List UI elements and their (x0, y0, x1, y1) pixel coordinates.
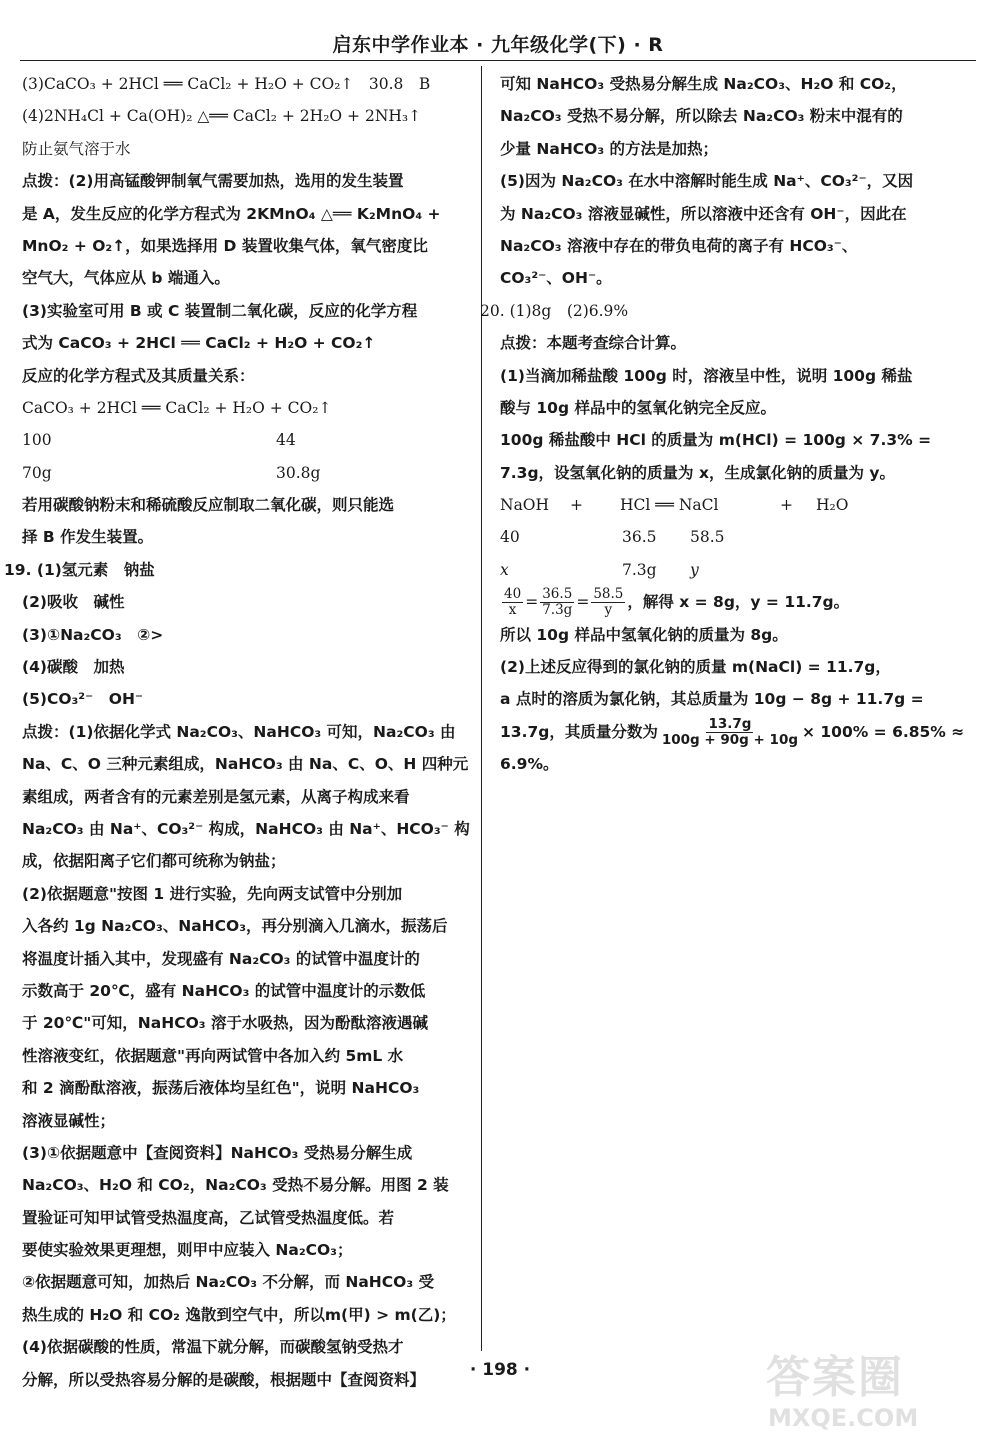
watermark-text: 答案圈 (766, 1352, 904, 1403)
explanation-line: 溶液显碱性； (22, 1111, 116, 1130)
explanation-line: 示数高于 20℃，盛有 NaHCO₃ 的试管中温度计的示数低 (22, 981, 426, 1000)
explanation-line: 成，依据阳离子它们都可统称为钠盐； (22, 852, 286, 871)
percentage-line (500, 715, 965, 748)
fraction (540, 587, 574, 618)
explanation-line: (4)依据碳酸的性质，常温下就分解，而碳酸氢钠受热才 (22, 1338, 404, 1357)
fraction (502, 587, 523, 618)
question-20-heading: 20. (1)8g (2)6.9% (480, 301, 629, 320)
explanation-line: 为 Na₂CO₃ 溶液显碱性，所以溶液中还含有 OH⁻，因此在 (500, 204, 907, 223)
mass-row (22, 424, 467, 456)
denominator: y (604, 601, 613, 618)
watermark-url: MXQE.COM (768, 1404, 919, 1432)
solution-text: ，解得 x = 8g，y = 11.7g。 (627, 593, 850, 612)
explanation-line: 6.9%。 (500, 755, 559, 774)
explanation-line: 所以 10g 样品中氢氧化钠的质量为 8g。 (500, 625, 788, 644)
mass-value: 44 (276, 431, 296, 450)
ratio-value: 58.5 (690, 528, 725, 547)
denominator: x (508, 601, 517, 618)
explanation-line: 100g 稀盐酸中 HCl 的质量为 m(HCl) = 100g × 7.3% = (500, 431, 932, 450)
explanation-line: 空气大，气体应从 b 端通入。 (22, 269, 230, 288)
explanation-line: 入各约 1g Na₂CO₃、NaHCO₃，再分别滴入几滴水，振荡后 (22, 917, 448, 936)
explanation-line: Na₂CO₃、H₂O 和 CO₂，Na₂CO₃ 受热不易分解。用图 2 装 (22, 1176, 449, 1195)
explanation-line: ②依据题意可知，加热后 Na₂CO₃ 不分解，而 NaHCO₃ 受 (22, 1273, 435, 1292)
denominator: 7.3g (542, 601, 573, 618)
ratio-value: y (690, 560, 699, 579)
explanation-line: (3)①依据题意中【查阅资料】NaHCO₃ 受热易分解生成 (22, 1143, 413, 1162)
explanation-line: 点拨：(1)依据化学式 Na₂CO₃、NaHCO₃ 可知，Na₂CO₃ 由 (22, 722, 456, 741)
percentage-prefix: 13.7g，其质量分数为 (500, 722, 658, 741)
explanation-line: 点拨：(2)用高锰酸钾制氧气需要加热，选用的发生装置 (22, 172, 404, 191)
answer-line: (4)2NH₄Cl + Ca(OH)₂ △══ CaCl₂ + 2H₂O + 2NH₃↑ (22, 107, 422, 126)
explanation-line: (2)上述反应得到的氯化钠的质量 m(NaCl) = 11.7g， (500, 658, 891, 677)
explanation-line: 反应的化学方程式及其质量关系： (22, 366, 255, 385)
equation-term: H₂O (816, 496, 849, 515)
equation-term: HCl ══ NaCl (620, 496, 719, 515)
right-column (480, 68, 965, 781)
left-column (4, 68, 470, 1396)
explanation-line: 要使实验效果更理想，则甲中应装入 Na₂CO₃； (22, 1241, 353, 1260)
equation-operator: + (570, 496, 583, 515)
explanation-line: 分解，所以受热容易分解的是碳酸，根据题中【查阅资料】 (22, 1370, 426, 1389)
answer-line: (5)CO₃²⁻ OH⁻ (22, 690, 144, 709)
column-divider (481, 66, 482, 1351)
explanation-line: 择 B 作发生装置。 (22, 528, 154, 547)
explanation-line: MnO₂ + O₂↑，如果选择用 D 装置收集气体，氧气密度比 (22, 236, 428, 255)
explanation-line: 少量 NaHCO₃ 的方法是加热； (500, 139, 719, 158)
running-header: 启东中学作业本 · 九年级化学(下) · R (332, 34, 664, 56)
proportion-line: $\frac{40}{x}$ = $\frac{36.5}{7.3g}$ = $\frac{58.5}{y}$ ，解得 x = 8g，y = 11.7g。 (504, 585, 850, 618)
explanation-line: (2)依据题意"按图 1 进行实验，先向两支试管中分别加 (22, 884, 403, 903)
ratio-row (500, 554, 946, 586)
explanation-line: 7.3g，设氢氧化钠的质量为 x，生成氯化钠的质量为 y。 (500, 463, 895, 482)
numerator: 40 (504, 585, 522, 602)
numerator: 13.7g (708, 715, 752, 732)
explanation-line: a 点时的溶质为氯化钠，其总质量为 10g − 8g + 11.7g = (500, 690, 924, 709)
explanation-line: (1)当滴加稀盐酸 100g 时，溶液呈中性，说明 100g 稀盐 (500, 366, 913, 385)
mass-row (22, 457, 467, 489)
explanation-line: Na₂CO₃ 受热不易分解，所以除去 Na₂CO₃ 粉末中混有的 (500, 107, 903, 126)
equation-row (500, 489, 946, 521)
ratio-value: 36.5 (622, 528, 657, 547)
explanation-line: 式为 CaCO₃ + 2HCl ══ CaCl₂ + H₂O + CO₂↑ (22, 334, 376, 353)
explanation-line: 热生成的 H₂O 和 CO₂ 逸散到空气中，所以m(甲) > m(乙)； (22, 1305, 456, 1324)
numerator: 36.5 (542, 585, 573, 602)
explanation-line: 置验证可知甲试管受热温度高，乙试管受热温度低。若 (22, 1208, 395, 1227)
numerator: 58.5 (593, 585, 624, 602)
equation-line: CaCO₃ + 2HCl ══ CaCl₂ + H₂O + CO₂↑ (22, 398, 332, 417)
explanation-line: 素组成，两者含有的元素差别是氢元素，从离子构成来看 (22, 787, 410, 806)
equation-term: NaOH (500, 496, 550, 515)
percentage-suffix: × 100% = 6.85% ≈ (802, 722, 965, 741)
explanation-line: 性溶液变红，依据题意"再向两试管中各加入约 5mL 水 (22, 1046, 404, 1065)
explanation-line: 若用碳酸钠粉末和稀硫酸反应制取二氧化碳，则只能选 (22, 496, 395, 515)
mass-value: 30.8g (276, 463, 321, 482)
question-19-heading: 19. (1)氢元素 钠盐 (4, 560, 155, 579)
denominator: 100g + 90g + 10g (661, 731, 799, 748)
answer-line: 防止氨气溶于水 (22, 139, 131, 158)
ratio-value: x (500, 560, 509, 579)
watermark-logo (752, 1352, 978, 1436)
explanation-line: (5)因为 Na₂CO₃ 在水中溶解时能生成 Na⁺、CO₃²⁻，又因 (500, 172, 914, 191)
explanation-line: 酸与 10g 样品中的氢氧化钠完全反应。 (500, 398, 776, 417)
answer-line: (4)碳酸 加热 (22, 658, 125, 677)
mass-value: 100 (22, 431, 52, 450)
equation-operator: + (780, 496, 793, 515)
ratio-value: 7.3g (622, 560, 657, 579)
explanation-line: CO₃²⁻、OH⁻。 (500, 269, 612, 288)
answer-line: (2)吸收 碱性 (22, 593, 125, 612)
explanation-line: Na₂CO₃ 由 Na⁺、CO₃²⁻ 构成，NaHCO₃ 由 Na⁺、HCO₃⁻ 构 (22, 819, 470, 838)
explanation-line: 于 20℃"可知，NaHCO₃ 溶于水吸热，因为酚酞溶液遇碱 (22, 1014, 428, 1033)
explanation-line: 是 A，发生反应的化学方程式为 2KMnO₄ △══ K₂MnO₄ + (22, 204, 441, 223)
ratio-row (500, 521, 946, 553)
page-number: · 198 · (469, 1360, 531, 1380)
ratio-value: 40 (500, 528, 520, 547)
explanation-line: 可知 NaHCO₃ 受热易分解生成 Na₂CO₃、H₂O 和 CO₂， (500, 75, 907, 93)
answer-line: (3)CaCO₃ + 2HCl ══ CaCl₂ + H₂O + CO₂↑ 30.8 B (22, 75, 431, 93)
explanation-line: 将温度计插入其中，发现盛有 Na₂CO₃ 的试管中温度计的 (22, 949, 420, 968)
explanation-line: (3)实验室可用 B 或 C 装置制二氧化碳，反应的化学方程 (22, 301, 418, 320)
explanation-line: Na₂CO₃ 溶液中存在的带负电荷的离子有 HCO₃⁻、 (500, 236, 858, 255)
explanation-line: 和 2 滴酚酞溶液，振荡后液体均呈红色"，说明 NaHCO₃ (22, 1079, 420, 1098)
header-rule (20, 60, 976, 61)
explanation-line: Na、C、O 三种元素组成，NaHCO₃ 由 Na、C、O、H 四种元 (22, 755, 469, 774)
explanation-line: 点拨：本题考查综合计算。 (500, 334, 687, 353)
answer-line: (3)①Na₂CO₃ ②> (22, 625, 164, 644)
mass-value: 70g (22, 463, 52, 482)
fraction (660, 717, 800, 748)
fraction (591, 587, 625, 618)
